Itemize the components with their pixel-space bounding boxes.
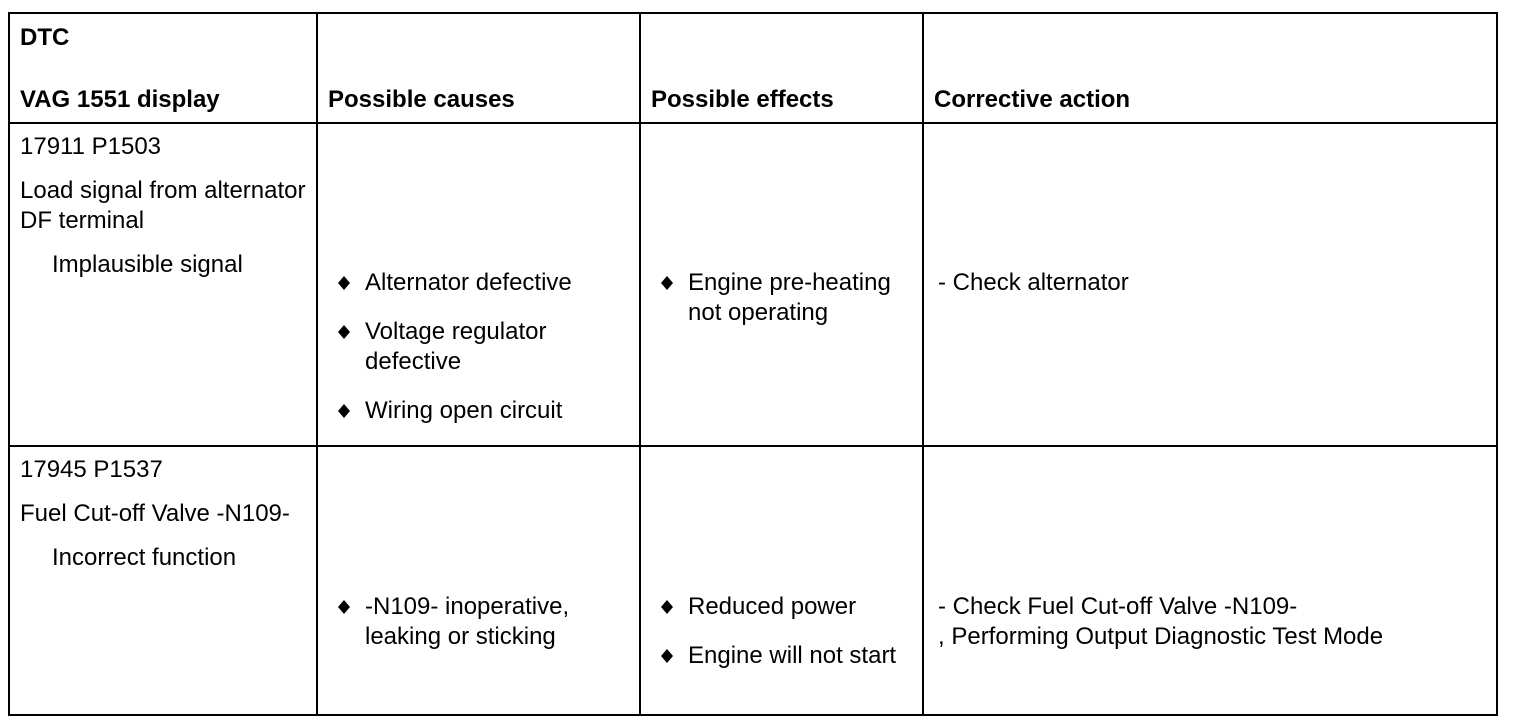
header-action: Corrective action [934, 86, 1131, 113]
diamond-bullet-icon [338, 325, 350, 339]
diamond-bullet-icon [338, 600, 350, 614]
list-item [661, 592, 912, 622]
effects-cell [640, 446, 923, 715]
diamond-bullet-icon [661, 276, 673, 290]
dtc-description: Fuel Cut-off Valve -N109- [20, 500, 290, 527]
action-line: , Performing Output Diagnostic Test Mode [938, 623, 1384, 650]
causes-cell [317, 123, 640, 446]
dtc-table [8, 12, 1498, 716]
list-item [661, 268, 912, 328]
diamond-bullet-icon [661, 649, 673, 663]
cause-text: Voltage regulator defective [365, 318, 547, 375]
effect-text: Engine will not start [688, 642, 897, 669]
effect-text: Reduced power [688, 593, 857, 620]
cause-text: Alternator defective [365, 269, 572, 296]
effects-list [641, 268, 922, 328]
causes-cell [317, 446, 640, 715]
cause-text: -N109- inoperative, leaking or sticking [365, 593, 570, 650]
table-row [9, 123, 1497, 446]
header-dtc-cell [9, 13, 317, 123]
corrective-action [924, 592, 1496, 652]
dtc-condition: Incorrect function [52, 544, 237, 571]
header-effects-cell [640, 13, 923, 123]
effects-cell [640, 123, 923, 446]
header-causes: Possible causes [328, 86, 515, 113]
list-item [338, 317, 629, 377]
list-item [661, 641, 912, 671]
action-line: - Check alternator [938, 269, 1129, 296]
list-item [338, 396, 629, 426]
action-cell [923, 446, 1497, 715]
list-item [338, 592, 629, 652]
header-dtc: DTC [20, 24, 70, 51]
dtc-cell [9, 123, 317, 446]
header-action-cell [923, 13, 1497, 123]
diamond-bullet-icon [338, 404, 350, 418]
causes-list [318, 592, 639, 652]
diamond-bullet-icon [661, 600, 673, 614]
causes-list [318, 268, 639, 426]
dtc-code: 17945 P1537 [20, 456, 163, 483]
header-effects: Possible effects [651, 86, 834, 113]
corrective-action [924, 268, 1496, 298]
list-item [338, 268, 629, 298]
dtc-condition: Implausible signal [52, 251, 243, 278]
header-display: VAG 1551 display [20, 86, 220, 113]
table-header-row [9, 13, 1497, 123]
action-line: - Check Fuel Cut-off Valve -N109- [938, 593, 1298, 620]
dtc-cell [9, 446, 317, 715]
header-causes-cell [317, 13, 640, 123]
action-cell [923, 123, 1497, 446]
effects-list [641, 592, 922, 671]
dtc-description: Load signal from alternator DF terminal [20, 177, 306, 234]
cause-text: Wiring open circuit [365, 397, 563, 424]
effect-text: Engine pre-heating not operating [688, 269, 891, 326]
diamond-bullet-icon [338, 276, 350, 290]
dtc-code: 17911 P1503 [20, 133, 162, 160]
table-row [9, 446, 1497, 715]
